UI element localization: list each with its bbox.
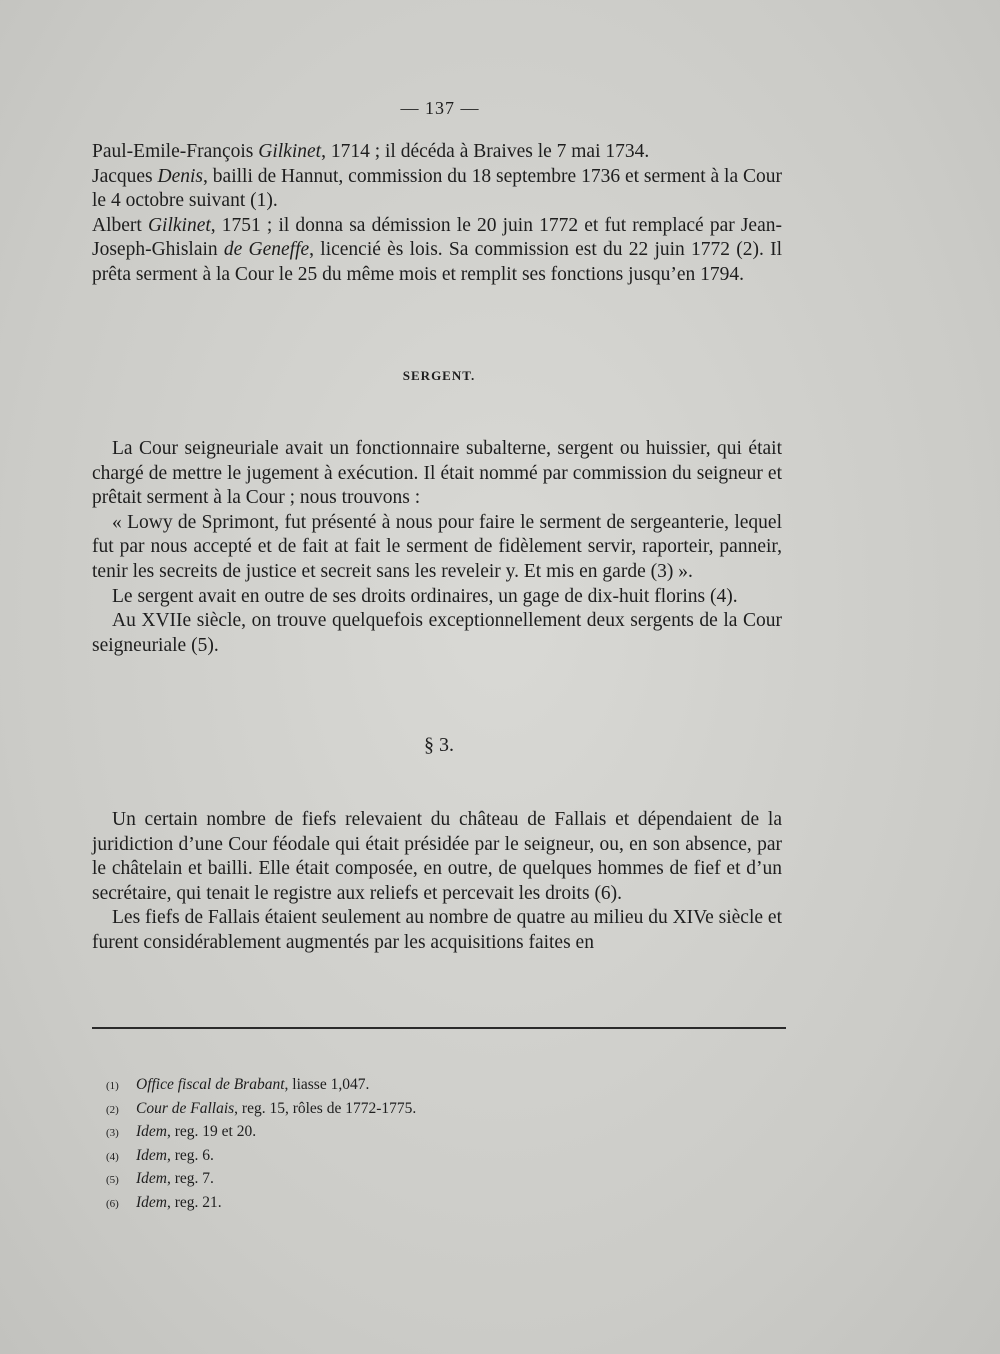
footnote-source: Idem [136, 1193, 167, 1211]
footnote-number: (1) [106, 1080, 119, 1092]
footnote-number: (3) [106, 1127, 119, 1140]
paragraph: La Cour seigneuriale avait un fonctionnaire subalterne, sergent ou huissier, qui était chargé de mettre le jugement à exécution. Il était nommé par commission du seigneur et prêtait serment à la Cour ; nous trouvons : [92, 438, 782, 509]
footnote-reference: , reg. 7. [167, 1170, 214, 1188]
footnote-source: Idem [136, 1170, 167, 1188]
entry-gilkinet-1714: Paul-Emile-François Gilkinet, 1714 ; il décéda à Braives le 7 mai 1734. [92, 141, 650, 162]
footnote [106, 1145, 606, 1169]
section-heading-3: § 3. [424, 734, 454, 756]
sergent-block [92, 437, 782, 658]
footnote-separator [92, 1027, 786, 1029]
footnote-number: (4) [106, 1150, 119, 1163]
footnote-number: (6) [106, 1197, 119, 1210]
paragraph: Les fiefs de Fallais étaient seulement au nombre de quatre au milieu du XIVe siècle et furent considérablement augmentés par les acquisitions faites en [92, 907, 782, 953]
footnote-source: Cour de Fallais [136, 1099, 235, 1117]
intro-block [92, 140, 782, 288]
entry-denis: Jacques Denis, bailli de Hannut, commission du 18 septembre 1736 et serment à la Cour le 4 octobre suivant (1). [92, 165, 782, 212]
footnote-source: Office fiscal de Brabant [136, 1076, 285, 1093]
footnote-source: Idem [136, 1146, 167, 1164]
footnote [106, 1121, 606, 1145]
footnote-number: (5) [106, 1174, 119, 1187]
paragraph: Au XVIIe siècle, on trouve quelquefois exceptionnellement deux sergents de la Cour seigneuriale (5). [92, 610, 782, 656]
page-number: — 137 — [400, 98, 480, 118]
footnote-reference: , reg. 15, rôles de 1772-1775. [234, 1099, 417, 1117]
paragraph: Un certain nombre de fiefs relevaient du château de Fallais et dépendaient de la juridiction d’une Cour féodale qui était présidée par le seigneur, ou, en son absence, par le châtelain et bailli. Elle était composée, en outre, de quelques hommes de fief et d’un secrétaire, qui tenait le registre aux reliefs et percevait les droits (6). [92, 809, 782, 904]
paragraph: Le sergent avait en outre de ses droits ordinaires, un gage de dix-huit florins (4). [112, 585, 738, 607]
footnote-reference: , reg. 21. [167, 1193, 222, 1211]
footnote-reference: , liasse 1,047. [284, 1076, 370, 1093]
footnote [106, 1074, 606, 1098]
section-title-sergent: SERGENT. [402, 368, 476, 383]
footnote-reference: , reg. 6. [167, 1146, 214, 1164]
footnote [106, 1168, 606, 1192]
entry-gilkinet-1751: Albert Gilkinet, 1751 ; il donna sa démission le 20 juin 1772 et fut remplacé par Jean-Joseph-Ghislain de Geneffe, licencié ès lois. Sa commission est du 22 juin 1772 (2). Il prêta serment à la Cour le 25 du même mois et remplit ses fonctions jusqu’en 1794. [92, 214, 782, 285]
footnote-number: (2) [106, 1103, 119, 1116]
section3-block [92, 808, 782, 956]
footnote-source: Idem [136, 1123, 167, 1141]
footnote [106, 1098, 606, 1122]
footnotes [106, 1074, 606, 1216]
footnote-reference: , reg. 19 et 20. [167, 1123, 257, 1141]
quotation: « Lowy de Sprimont, fut présenté à nous pour faire le serment de sergeanterie, lequel fut par nous accepté et de fait at fait le serment de fidèlement servir, raporteir, panneir, tenir les secreits de justice et secreit sans les reveleir y. Et mis en garde (3) ». [92, 511, 782, 582]
footnote [106, 1192, 606, 1216]
